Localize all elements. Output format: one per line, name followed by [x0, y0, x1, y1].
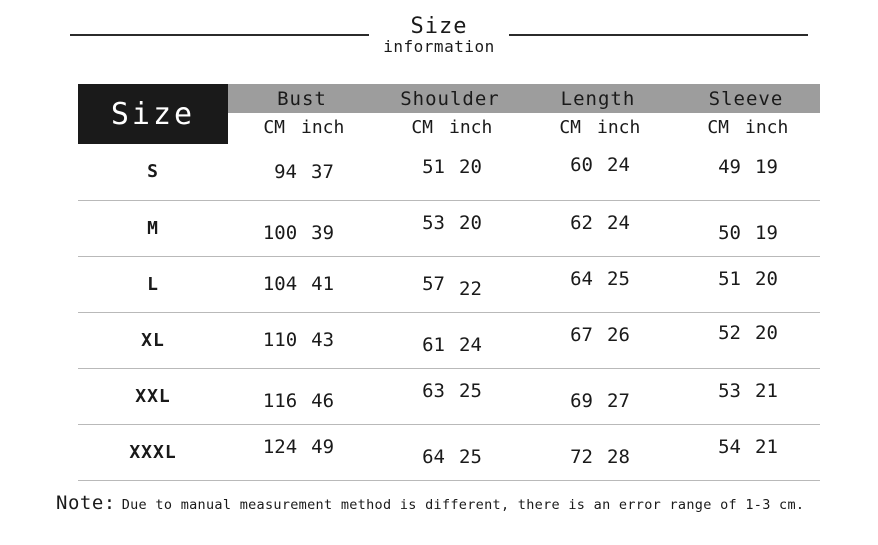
- value-bust-cm: 110: [262, 329, 298, 351]
- cell-bust: [228, 144, 376, 200]
- header-group-bust: Bust: [228, 84, 376, 113]
- page-title-sub: information: [383, 36, 495, 56]
- value-length-cm: 69: [570, 390, 593, 412]
- unit-cm-bust: CM: [263, 117, 285, 138]
- value-shoulder-inch: 20: [459, 212, 482, 234]
- title-rule-right: [509, 34, 808, 36]
- cell-length: [524, 424, 672, 480]
- value-bust-inch: 43: [311, 329, 335, 351]
- value-sleeve-cm: 52: [718, 322, 741, 344]
- value-sleeve-inch: 19: [755, 155, 778, 178]
- value-shoulder-cm: 53: [422, 212, 445, 234]
- value-sleeve-inch: 20: [755, 268, 778, 290]
- table-row: [78, 312, 820, 368]
- value-length-cm: 60: [570, 153, 593, 176]
- note-text: Due to manual measurement method is different, there is an error range of 1-3 cm.: [121, 497, 805, 513]
- page-title: [369, 15, 508, 56]
- unit-cm-shoulder: CM: [411, 117, 433, 138]
- value-sleeve-inch: 19: [755, 222, 778, 244]
- value-length-cm: 62: [570, 212, 593, 234]
- cell-shoulder: [376, 144, 524, 200]
- value-bust-cm: 100: [262, 222, 298, 244]
- value-bust-cm: 116: [262, 390, 298, 412]
- cell-bust: [228, 368, 376, 424]
- row-size-label: XL: [78, 312, 228, 368]
- cell-shoulder: [376, 424, 524, 480]
- value-bust-cm: 94: [274, 160, 297, 183]
- unit-inch-bust: inch: [301, 117, 345, 138]
- cell-length: [524, 200, 672, 256]
- header-group-shoulder: Shoulder: [376, 84, 524, 113]
- header-units-bust: [228, 113, 376, 144]
- cell-shoulder: [376, 200, 524, 256]
- value-length-inch: 24: [607, 153, 630, 176]
- title-row: [70, 10, 808, 60]
- value-shoulder-inch: 22: [459, 278, 482, 300]
- value-sleeve-cm: 53: [718, 380, 741, 402]
- value-shoulder-cm: 57: [422, 273, 445, 295]
- header-units-length: [524, 113, 672, 144]
- cell-bust: [228, 200, 376, 256]
- value-length-inch: 26: [607, 324, 630, 346]
- value-bust-cm: 124: [262, 436, 298, 458]
- value-sleeve-inch: 21: [755, 380, 778, 402]
- cell-shoulder: [376, 368, 524, 424]
- row-size-label: XXL: [78, 368, 228, 424]
- value-length-cm: 64: [570, 268, 593, 290]
- header-corner-size: Size: [78, 84, 228, 144]
- size-table-wrap: [78, 84, 820, 481]
- cell-bust: [228, 312, 376, 368]
- value-length-cm: 67: [570, 324, 593, 346]
- unit-inch-sleeve: inch: [745, 117, 789, 138]
- value-length-inch: 24: [607, 212, 630, 234]
- page-title-main: Size: [410, 13, 468, 39]
- value-shoulder-cm: 61: [422, 334, 445, 356]
- note-row: [56, 492, 846, 514]
- table-row: [78, 144, 820, 200]
- value-length-cm: 72: [570, 446, 593, 468]
- cell-sleeve: [672, 312, 820, 368]
- unit-inch-length: inch: [597, 117, 641, 138]
- table-row: [78, 200, 820, 256]
- row-size-label: S: [78, 144, 228, 200]
- cell-bust: [228, 256, 376, 312]
- cell-length: [524, 144, 672, 200]
- value-bust-inch: 41: [311, 273, 335, 295]
- cell-sleeve: [672, 368, 820, 424]
- size-table: [78, 84, 820, 481]
- value-bust-inch: 37: [311, 160, 334, 183]
- value-length-inch: 25: [607, 268, 630, 290]
- value-shoulder-cm: 63: [422, 380, 445, 402]
- cell-sleeve: [672, 144, 820, 200]
- value-bust-cm: 104: [262, 273, 298, 295]
- row-size-label: M: [78, 200, 228, 256]
- table-row: [78, 256, 820, 312]
- cell-bust: [228, 424, 376, 480]
- table-body: [78, 144, 820, 480]
- value-bust-inch: 46: [311, 390, 335, 412]
- value-shoulder-inch: 24: [459, 334, 482, 356]
- cell-sleeve: [672, 256, 820, 312]
- value-length-inch: 28: [607, 446, 630, 468]
- value-sleeve-cm: 54: [718, 436, 741, 458]
- note-label: Note:: [56, 492, 116, 514]
- value-sleeve-inch: 21: [755, 436, 778, 458]
- value-sleeve-cm: 51: [718, 268, 741, 290]
- row-size-label: L: [78, 256, 228, 312]
- value-bust-inch: 49: [311, 436, 335, 458]
- cell-shoulder: [376, 256, 524, 312]
- cell-shoulder: [376, 312, 524, 368]
- title-rule-left: [70, 34, 369, 36]
- cell-length: [524, 368, 672, 424]
- value-shoulder-inch: 20: [459, 155, 482, 178]
- value-shoulder-inch: 25: [459, 380, 482, 402]
- table-row: [78, 368, 820, 424]
- value-shoulder-cm: 51: [422, 155, 445, 178]
- value-sleeve-cm: 50: [718, 222, 741, 244]
- table-header-groups: [78, 84, 820, 113]
- value-shoulder-cm: 64: [422, 446, 445, 468]
- row-size-label: XXXL: [78, 424, 228, 480]
- table-row: [78, 424, 820, 480]
- unit-cm-length: CM: [559, 117, 581, 138]
- value-sleeve-inch: 20: [755, 322, 778, 344]
- unit-cm-sleeve: CM: [707, 117, 729, 138]
- cell-length: [524, 256, 672, 312]
- cell-sleeve: [672, 200, 820, 256]
- header-units-shoulder: [376, 113, 524, 144]
- value-length-inch: 27: [607, 390, 630, 412]
- table-header: [78, 84, 820, 144]
- value-sleeve-cm: 49: [718, 155, 741, 178]
- value-bust-inch: 39: [311, 222, 335, 244]
- header-group-length: Length: [524, 84, 672, 113]
- cell-sleeve: [672, 424, 820, 480]
- header-group-sleeve: Sleeve: [672, 84, 820, 113]
- unit-inch-shoulder: inch: [449, 117, 493, 138]
- header-units-sleeve: [672, 113, 820, 144]
- cell-length: [524, 312, 672, 368]
- value-shoulder-inch: 25: [459, 446, 482, 468]
